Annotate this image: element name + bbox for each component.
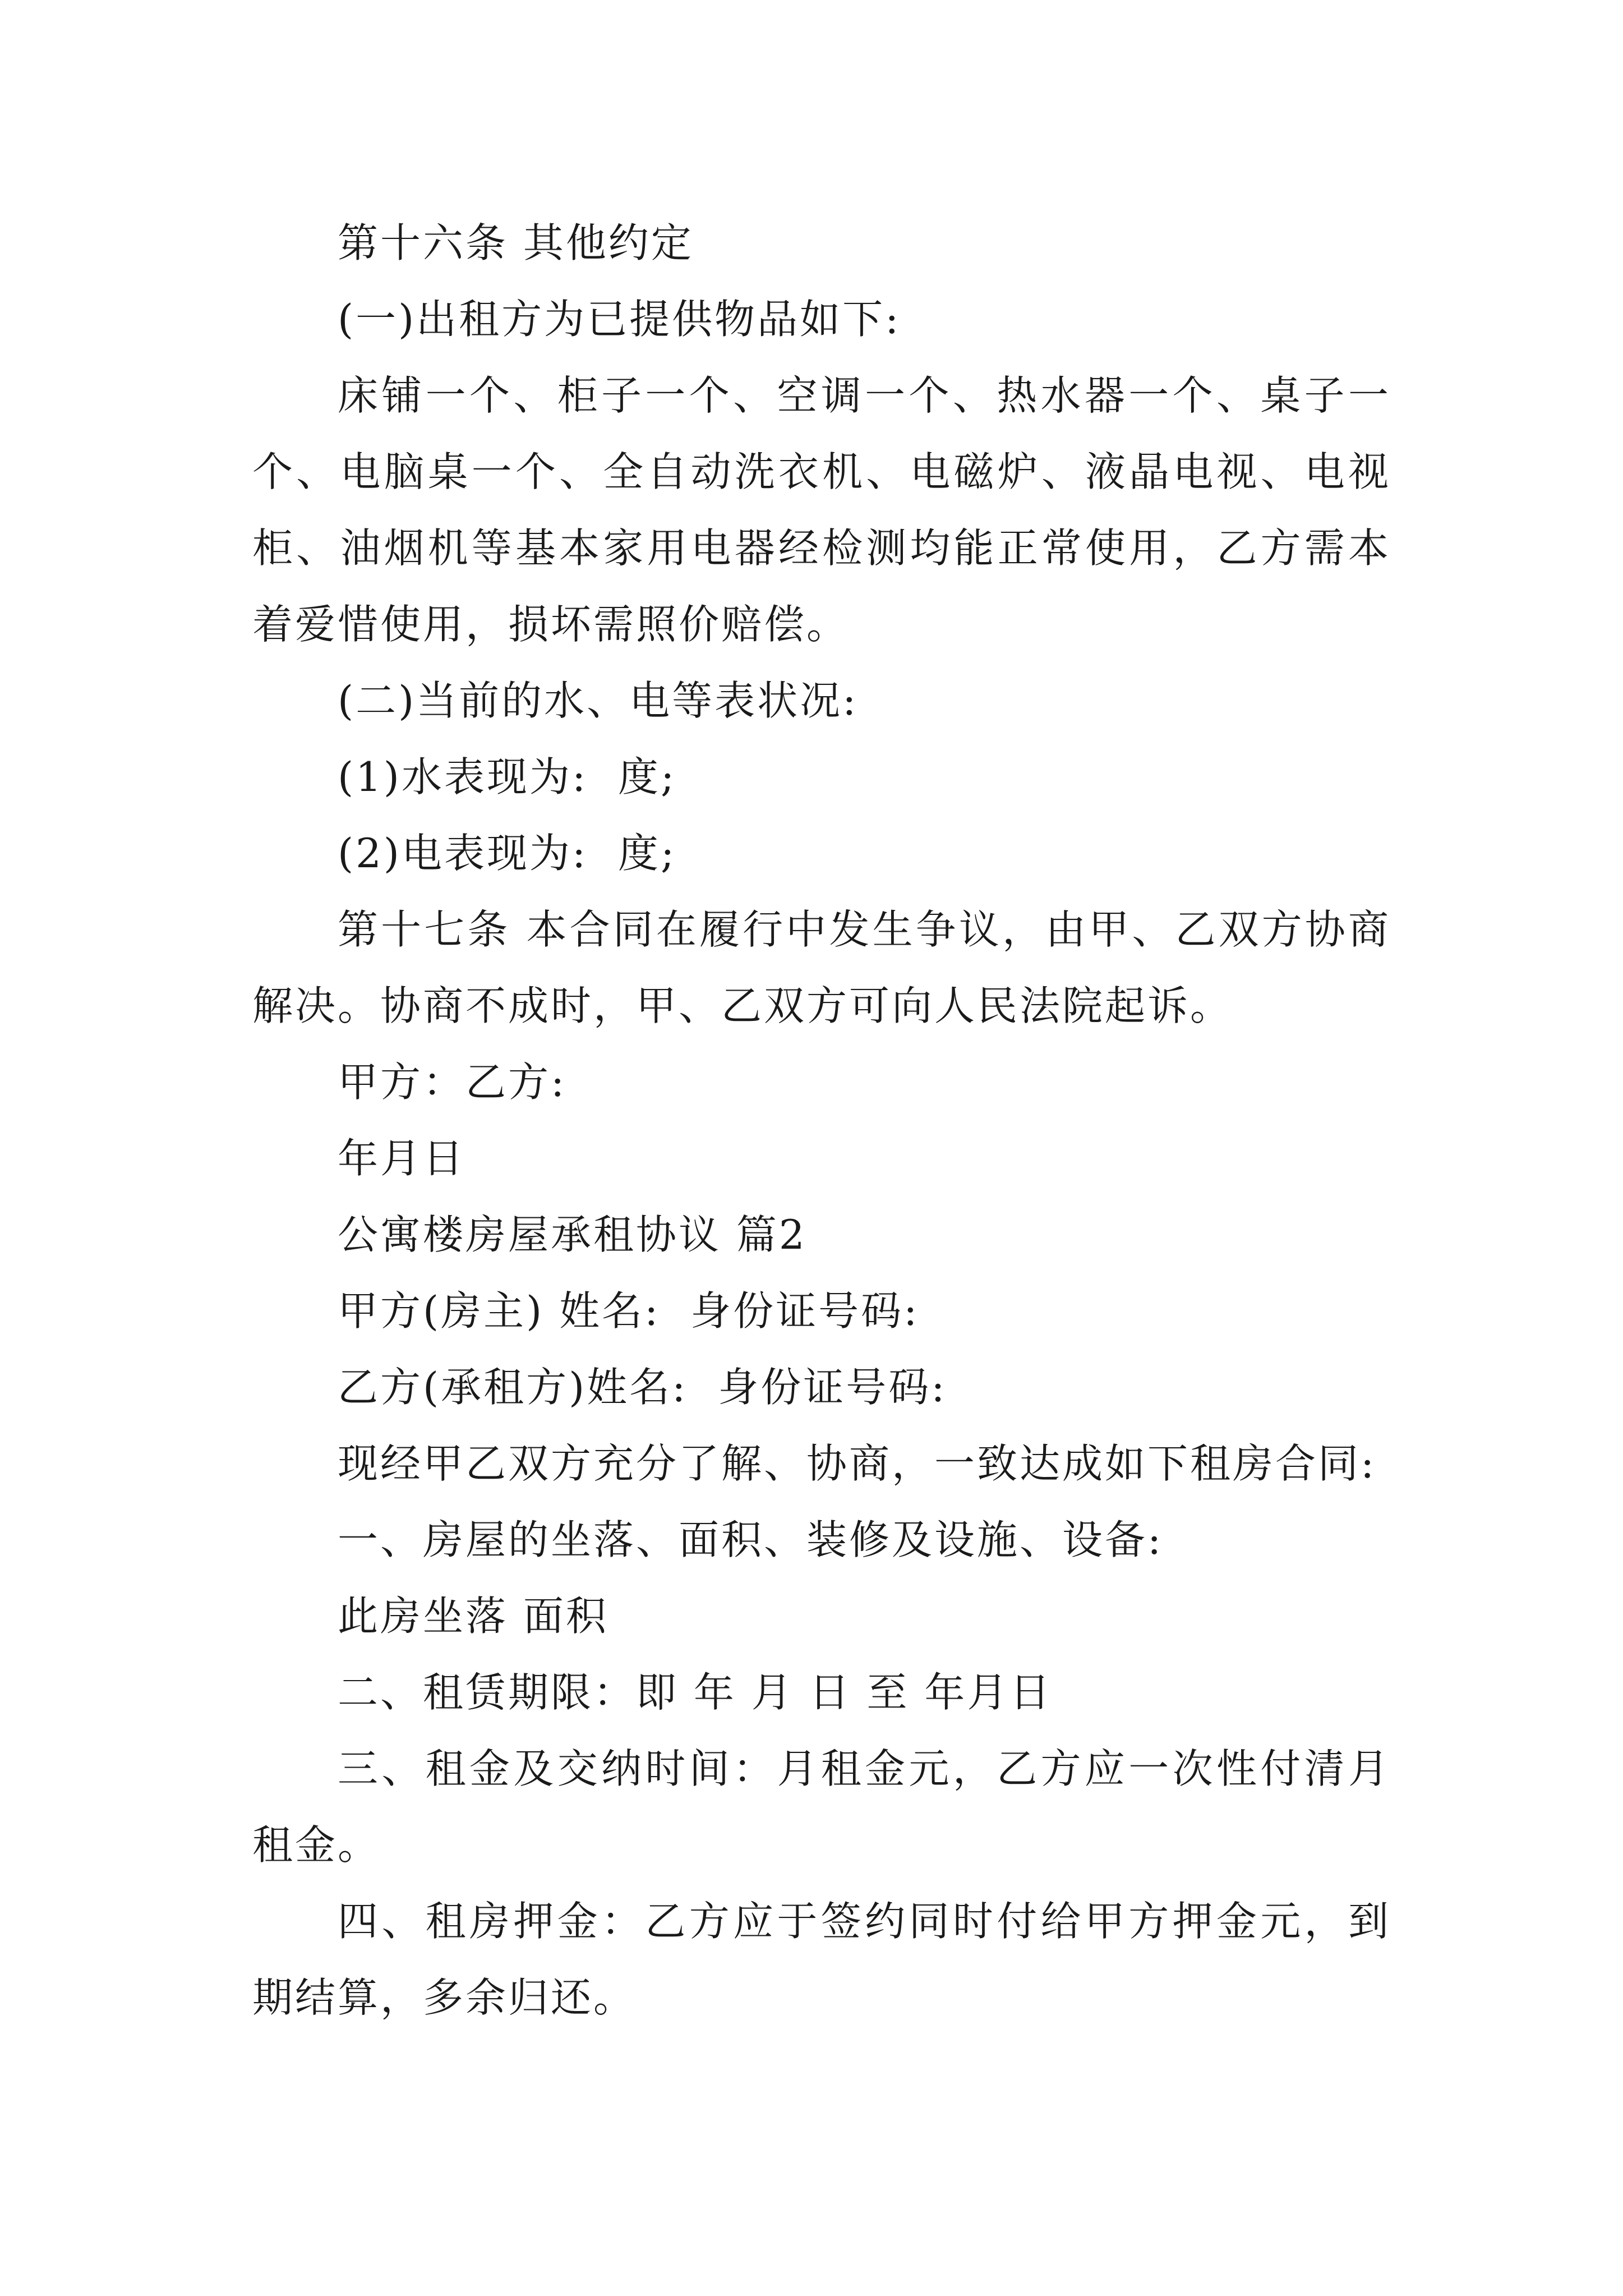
provided-items-list: 床铺一个、柜子一个、空调一个、热水器一个、桌子一个、电脑桌一个、全自动洗衣机、电磁炉、液晶电视、电视柜、油烟机等基本家用电器经检测均能正常使用，乙方需本着爱惜使用，损坏需照价赔偿。	[252, 372, 1391, 648]
signature-date: 年月日	[338, 1135, 466, 1182]
property-location-area: 此房坐落 面积	[338, 1593, 608, 1640]
document-body	[252, 205, 1391, 2036]
party-a-info: 甲方(房主) 姓名: 身份证号码:	[338, 1287, 920, 1335]
meter-status-heading: (二)当前的水、电等表状况:	[338, 677, 859, 724]
electric-meter-line: (2)电表现为: 度;	[338, 830, 677, 877]
signature-parties: 甲方：乙方:	[338, 1059, 567, 1106]
agreement-title-part-2: 公寓楼房屋承租协议 篇2	[338, 1211, 807, 1258]
agreement-preamble: 现经甲乙双方充分了解、协商，一致达成如下租房合同:	[338, 1440, 1377, 1487]
provided-items-heading: (一)出租方为已提供物品如下:	[338, 296, 901, 343]
article-17-dispute: 第十七条 本合同在履行中发生争议，由甲、乙双方协商解决。协商不成时，甲、乙双方可向人民法院起诉。	[252, 906, 1391, 1029]
clause-1-property: 一、房屋的坐落、面积、装修及设施、设备:	[338, 1516, 1164, 1563]
clause-3-rent: 三、租金及交纳时间：月租金元，乙方应一次性付清月租金。	[252, 1745, 1391, 1869]
clause-2-lease-term: 二、租赁期限：即 年 月 日 至 年月日	[338, 1669, 1053, 1716]
article-16-heading: 第十六条 其他约定	[338, 219, 694, 266]
party-b-info: 乙方(承租方)姓名: 身份证号码:	[338, 1364, 947, 1411]
clause-4-deposit: 四、租房押金：乙方应于签约同时付给甲方押金元，到期结算，多余归还。	[252, 1898, 1391, 2021]
water-meter-line: (1)水表现为: 度;	[338, 753, 677, 800]
